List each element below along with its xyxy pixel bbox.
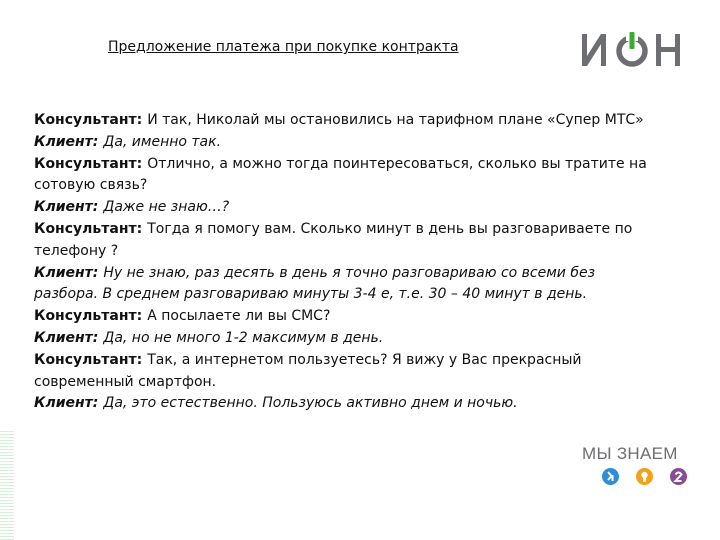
consultant-speaker-label: Консультант:	[34, 155, 143, 172]
consultant-line	[34, 306, 664, 328]
client-line	[34, 132, 664, 154]
client-utterance: Да, но не много 1-2 максимум в день.	[103, 329, 384, 346]
consultant-utterance: Так, а интернетом пользуетесь? Я вижу у Вас прекрасный	[147, 351, 582, 368]
client-utterance: Да, это естественно. Пользуюсь активно днем и ночью.	[103, 395, 518, 412]
client-utterance: Даже не знаю…?	[103, 199, 230, 216]
consultant-utterance: сотовую связь?	[34, 177, 148, 194]
client-speaker-label: Клиент:	[34, 395, 99, 412]
consultant-utterance: И так, Николай мы остановились на тарифном плане «Супер МТС»	[147, 112, 644, 128]
consultant-speaker-label: Консультант:	[34, 308, 143, 325]
consultant-line	[34, 154, 664, 176]
consultant-speaker-label: Консультант:	[34, 351, 143, 368]
consultant-utterance: Отлично, а можно тогда поинтересоваться, сколько вы тратите на	[147, 155, 647, 172]
purple-badge-icon	[670, 468, 687, 485]
consultant-utterance: современный смартфон.	[34, 373, 217, 390]
consultant-line	[34, 175, 664, 197]
consultant-line	[34, 241, 664, 263]
tagline: МЫ ЗНАЕМ	[582, 444, 678, 463]
consultant-utterance: Тогда я помогу вам. Сколько минут в день вы разговариваете по	[147, 220, 633, 237]
client-utterance: Да, именно так.	[103, 133, 222, 150]
client-line	[34, 263, 664, 285]
badge-row	[602, 468, 692, 490]
consultant-utterance: А посылаете ли вы СМС?	[147, 308, 331, 325]
consultant-line	[34, 350, 664, 372]
client-speaker-label: Клиент:	[34, 264, 99, 281]
slide-title: Предложение платежа при покупке контракта	[108, 39, 459, 55]
client-speaker-label: Клиент:	[34, 199, 99, 216]
client-line	[34, 393, 664, 415]
client-speaker-label: Клиент:	[34, 133, 99, 150]
ion-logo	[580, 30, 688, 70]
consultant-speaker-label: Консультант:	[34, 112, 143, 128]
decorative-stripe	[0, 430, 14, 540]
client-utterance: Ну не знаю, раз десять в день я точно разговариваю со всеми без	[103, 264, 596, 281]
blue-badge-icon	[602, 468, 619, 485]
dialogue-text	[34, 110, 664, 415]
orange-badge-icon	[636, 468, 653, 485]
client-line	[34, 284, 664, 306]
consultant-line	[34, 110, 664, 132]
client-line	[34, 197, 664, 219]
client-speaker-label: Клиент:	[34, 329, 99, 346]
client-line	[34, 328, 664, 350]
client-utterance: разбора. В среднем разговариваю минуты 3-4 е, т.е. 30 – 40 минут в день.	[34, 286, 588, 303]
consultant-utterance: телефону ?	[34, 242, 119, 259]
consultant-line	[34, 372, 664, 394]
consultant-speaker-label: Консультант:	[34, 220, 143, 237]
consultant-line	[34, 219, 664, 241]
